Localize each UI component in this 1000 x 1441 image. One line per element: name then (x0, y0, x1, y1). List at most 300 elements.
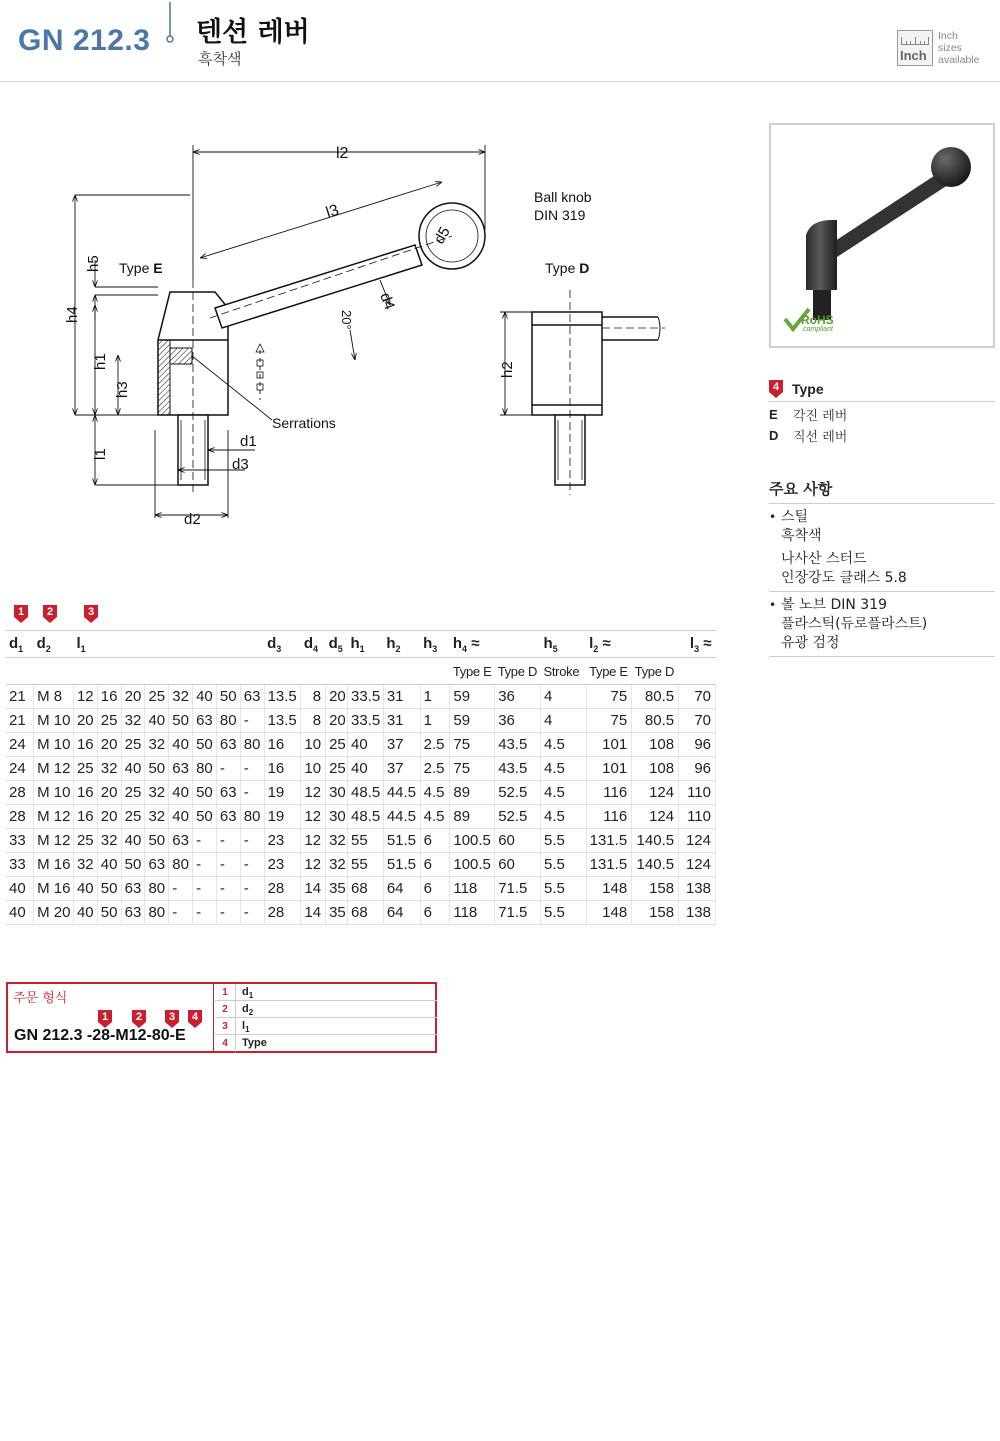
col-header: $h_3$ (420, 631, 450, 658)
table-cell: - (240, 781, 264, 805)
table-cell: 32 (97, 829, 121, 853)
table-cell: 75 (586, 685, 632, 709)
table-cell: 6 (420, 901, 450, 925)
table-cell: 63 (169, 829, 193, 853)
dim-label-angle: 20° (339, 310, 354, 330)
table-cell: 50 (121, 853, 145, 877)
table-cell: 80 (145, 877, 169, 901)
table-cell: 21 (6, 709, 34, 733)
inch-box-label: Inch (900, 48, 927, 63)
subheader: Type E (586, 658, 632, 685)
table-cell: 28 (6, 805, 34, 829)
order-legend-row (215, 1018, 437, 1035)
table-cell: 124 (679, 853, 716, 877)
table-cell: 25 (121, 805, 145, 829)
table-cell: 13.5 (264, 709, 301, 733)
table-cell: 100.5 (450, 829, 495, 853)
table-cell: 25 (326, 733, 348, 757)
table-cell: 158 (632, 901, 679, 925)
order-row-label: $l_1$ (235, 1018, 250, 1035)
dim-label-d3: d3 (232, 456, 249, 473)
table-cell: - (216, 853, 240, 877)
feature-line: 흑착색 (781, 528, 822, 544)
feature-item (769, 504, 995, 592)
rohs-sub-label: compliant (803, 326, 833, 333)
badge-number: 4 (772, 380, 780, 393)
table-cell: 30 (326, 805, 348, 829)
table-cell: - (193, 829, 217, 853)
dim-label-d4: d4 (376, 290, 398, 313)
table-cell: 124 (679, 829, 716, 853)
table-cell: 12 (301, 805, 326, 829)
table-cell: 50 (97, 901, 121, 925)
table-cell: 20 (97, 733, 121, 757)
feature-line: 인장강도 클래스 5.8 (781, 570, 907, 586)
table-cell: 36 (495, 709, 541, 733)
table-cell: 138 (679, 901, 716, 925)
table-cell: 40 (121, 757, 145, 781)
serrations-label: Serrations (272, 415, 336, 431)
table-cell: 2.5 (420, 733, 450, 757)
order-example (8, 984, 214, 1051)
table-cell: - (240, 877, 264, 901)
order-legend-row (215, 1035, 437, 1052)
table-cell: 75 (450, 757, 495, 781)
table-cell: - (193, 853, 217, 877)
table-cell: 33 (6, 853, 34, 877)
table-cell: 28 (6, 781, 34, 805)
table-cell: 148 (586, 901, 632, 925)
table-cell: 48.5 (347, 781, 383, 805)
subheader: Type D (632, 658, 679, 685)
table-row (6, 757, 716, 781)
badge-number: 4 (191, 1011, 199, 1023)
badge-number: 2 (135, 1011, 143, 1023)
order-format-box (6, 982, 437, 1053)
table-cell: 5.5 (541, 877, 587, 901)
table-cell: 4 (541, 685, 587, 709)
ball-knob-din-label: DIN 319 (534, 207, 586, 223)
table-cell: 20 (326, 685, 348, 709)
table-cell: 16 (73, 805, 97, 829)
table-body (6, 685, 716, 925)
table-cell: 4.5 (420, 781, 450, 805)
inch-text-line: Inch (938, 30, 958, 42)
table-cell: 32 (145, 805, 169, 829)
subheader: Type D (495, 658, 541, 685)
table-cell: 40 (347, 733, 383, 757)
table-cell: M 12 (34, 829, 74, 853)
table-cell: - (240, 901, 264, 925)
table-cell: 14 (301, 901, 326, 925)
table-cell: 33.5 (347, 685, 383, 709)
feature-line: • 스틸 (769, 508, 995, 527)
table-cell: 80 (169, 853, 193, 877)
table-cell: 68 (347, 901, 383, 925)
rohs-label: RoHS (801, 313, 834, 327)
table-cell: 63 (216, 781, 240, 805)
table-cell: 44.5 (383, 805, 420, 829)
table-cell: - (169, 877, 193, 901)
col-header: $l_1$ (73, 631, 264, 658)
table-cell: 32 (326, 853, 348, 877)
table-row (6, 853, 716, 877)
table-cell: 50 (169, 709, 193, 733)
table-cell: 19 (264, 805, 301, 829)
table-cell: 71.5 (495, 877, 541, 901)
feature-line: 나사산 스터드 (781, 551, 867, 567)
table-cell: 32 (73, 853, 97, 877)
feature-line: 플라스틱(듀로플라스트) (781, 616, 928, 632)
badge-4-icon (188, 1010, 202, 1028)
table-cell: 80 (240, 805, 264, 829)
inch-ruler-icon (897, 30, 933, 66)
table-cell: - (216, 901, 240, 925)
rohs-icon (783, 305, 843, 335)
table-row (6, 829, 716, 853)
table-cell: M 10 (34, 709, 74, 733)
table-cell: 63 (240, 685, 264, 709)
table-cell: 52.5 (495, 805, 541, 829)
table-cell: 36 (495, 685, 541, 709)
table-cell: 64 (383, 877, 420, 901)
table-cell: 4 (541, 709, 587, 733)
table-cell: 148 (586, 877, 632, 901)
table-cell: 70 (679, 685, 716, 709)
table-cell: - (240, 757, 264, 781)
table-cell: 140.5 (632, 829, 679, 853)
order-title: 주문 형식 (13, 991, 68, 1006)
table-cell: 6 (420, 877, 450, 901)
table-cell: - (193, 901, 217, 925)
table-cell: 10 (301, 733, 326, 757)
table-column-badges (14, 605, 134, 625)
col-header: $h_1$ (347, 631, 383, 658)
table-cell: 32 (121, 709, 145, 733)
table-cell: 89 (450, 781, 495, 805)
product-code: GN 212.3 (18, 24, 151, 57)
table-cell: M 16 (34, 877, 74, 901)
type-value: 각진 레버 (793, 409, 848, 424)
right-panel (769, 378, 995, 657)
type-legend-header (769, 378, 995, 402)
order-row-index: 1 (222, 986, 228, 998)
order-code-example: GN 212.3 -28-M12-80-E (14, 1027, 186, 1044)
table-cell: 110 (679, 781, 716, 805)
table-cell: - (216, 757, 240, 781)
type-e-label: Type E (119, 260, 163, 276)
col-header: $l_3$ ≈ (679, 631, 716, 658)
table-cell: 8 (301, 709, 326, 733)
table-cell: 63 (216, 733, 240, 757)
table-cell: - (193, 877, 217, 901)
table-cell: 51.5 (383, 829, 420, 853)
table-cell: M 12 (34, 757, 74, 781)
table-cell: 32 (145, 781, 169, 805)
table-cell: - (216, 829, 240, 853)
subheader: Type E (450, 658, 495, 685)
table-cell: 100.5 (450, 853, 495, 877)
table-cell: 80.5 (632, 685, 679, 709)
type-legend-item (769, 425, 995, 446)
table-cell: 25 (145, 685, 169, 709)
table-cell: 80 (145, 901, 169, 925)
badge-4-icon (769, 380, 783, 398)
table-cell: - (169, 901, 193, 925)
dim-label-h2: h2 (499, 361, 516, 378)
table-cell: 16 (264, 733, 301, 757)
badge-1-icon (14, 605, 28, 623)
table-subheader-row (6, 658, 716, 685)
table-cell: 43.5 (495, 757, 541, 781)
table-cell: - (240, 709, 264, 733)
dim-label-d2: d2 (184, 511, 201, 528)
table-cell: 2.5 (420, 757, 450, 781)
table-cell: 12 (301, 853, 326, 877)
table-cell: - (216, 877, 240, 901)
table-header-row (6, 631, 716, 658)
feature-line: • 볼 노브 DIN 319 (769, 596, 995, 615)
type-d-label: Type D (545, 260, 590, 276)
table-row (6, 733, 716, 757)
technical-drawing (50, 130, 690, 540)
order-legend (215, 984, 437, 1052)
table-cell: 25 (73, 829, 97, 853)
table-cell: 101 (586, 733, 632, 757)
type-key: E (769, 407, 778, 422)
badge-number: 2 (46, 606, 54, 618)
table-cell: 80 (240, 733, 264, 757)
table-row (6, 685, 716, 709)
table-cell: 80.5 (632, 709, 679, 733)
table-cell: 63 (216, 805, 240, 829)
table-cell: 35 (326, 901, 348, 925)
table-cell: 16 (73, 733, 97, 757)
table-cell: 14 (301, 877, 326, 901)
table-cell: 20 (73, 709, 97, 733)
table-cell: M 16 (34, 853, 74, 877)
table-cell: 40 (121, 829, 145, 853)
table-cell: 131.5 (586, 829, 632, 853)
table-cell: 40 (193, 685, 217, 709)
table-cell: 44.5 (383, 781, 420, 805)
col-header: $h_5$ (541, 631, 587, 658)
col-header: $d_4$ (301, 631, 326, 658)
table-cell: 28 (264, 901, 301, 925)
table-cell: 40 (169, 805, 193, 829)
order-row-label: $d_1$ (235, 984, 253, 1001)
dim-label-l1: l1 (92, 448, 109, 460)
page-subtitle: 흑착색 (198, 50, 242, 68)
order-row-label: Type (235, 1035, 267, 1052)
table-cell: M 8 (34, 685, 74, 709)
table-cell: - (240, 829, 264, 853)
badge-2-icon (43, 605, 57, 623)
table-cell: 64 (383, 901, 420, 925)
table-cell: 13.5 (264, 685, 301, 709)
inch-text-line: available (938, 54, 980, 66)
subheader: Stroke (541, 658, 587, 685)
table-cell: 24 (6, 757, 34, 781)
table-cell: 10 (301, 757, 326, 781)
table-cell: 32 (145, 733, 169, 757)
type-legend-item (769, 404, 995, 425)
page-title: 텐션 레버 (196, 17, 310, 48)
table-cell: 16 (97, 685, 121, 709)
table-row (6, 877, 716, 901)
table-cell: 6 (420, 853, 450, 877)
table-cell: 5.5 (541, 901, 587, 925)
table-cell: 52.5 (495, 781, 541, 805)
table-cell: 31 (383, 685, 420, 709)
table-cell: 20 (97, 805, 121, 829)
table-cell: 59 (450, 709, 495, 733)
table-cell: M 12 (34, 805, 74, 829)
table-cell: 4.5 (541, 757, 587, 781)
table-cell: 50 (193, 781, 217, 805)
table-cell: 55 (347, 829, 383, 853)
table-cell: 63 (169, 757, 193, 781)
order-row-index: 3 (222, 1020, 228, 1032)
table-cell: 50 (193, 805, 217, 829)
table-cell: 16 (264, 757, 301, 781)
table-cell: 50 (145, 757, 169, 781)
table-cell: 25 (73, 757, 97, 781)
features-title: 주요 사항 (769, 478, 995, 504)
table-cell: 43.5 (495, 733, 541, 757)
col-header: $d_1$ (6, 631, 34, 658)
order-row-index: 4 (222, 1038, 228, 1049)
table-row (6, 709, 716, 733)
table-cell: 96 (679, 757, 716, 781)
table-cell: 138 (679, 877, 716, 901)
table-cell: 20 (121, 685, 145, 709)
table-cell: 50 (145, 829, 169, 853)
dim-label-d1: d1 (240, 433, 257, 450)
inch-text-line: sizes (938, 42, 962, 54)
table-cell: 4.5 (541, 805, 587, 829)
table-cell: 4.5 (420, 805, 450, 829)
table-cell: 71.5 (495, 901, 541, 925)
table-cell: 75 (586, 709, 632, 733)
table-cell: 140.5 (632, 853, 679, 877)
dim-label-h3: h3 (114, 381, 131, 398)
table-cell: 12 (73, 685, 97, 709)
type-value: 직선 레버 (793, 430, 848, 445)
table-cell: 108 (632, 757, 679, 781)
table-cell: 40 (6, 901, 34, 925)
table-cell: 124 (632, 805, 679, 829)
table-cell: 12 (301, 829, 326, 853)
table-cell: 59 (450, 685, 495, 709)
table-cell: 1 (420, 685, 450, 709)
table-row (6, 781, 716, 805)
badge-number: 1 (101, 1011, 109, 1023)
order-badges (8, 1010, 214, 1028)
col-header: $d_3$ (264, 631, 301, 658)
table-cell: 131.5 (586, 853, 632, 877)
table-cell: 32 (326, 829, 348, 853)
table-cell: 75 (450, 733, 495, 757)
dim-label-h4: h4 (64, 306, 81, 323)
table-cell: 108 (632, 733, 679, 757)
badge-3-icon (165, 1010, 179, 1028)
table-cell: 116 (586, 805, 632, 829)
table-cell: 4.5 (541, 781, 587, 805)
header-pin-icon (166, 2, 174, 44)
table-cell: 1 (420, 709, 450, 733)
type-key: D (769, 428, 779, 443)
table-cell: M 10 (34, 733, 74, 757)
dim-label-d5: d5 (430, 224, 454, 247)
table-cell: 48.5 (347, 805, 383, 829)
table-cell: 33.5 (347, 709, 383, 733)
table-cell: 50 (193, 733, 217, 757)
table-cell: 158 (632, 877, 679, 901)
col-header: $d_2$ (34, 631, 74, 658)
table-cell: 4.5 (541, 733, 587, 757)
table-cell: 20 (326, 709, 348, 733)
dim-label-h1: h1 (92, 353, 109, 370)
order-legend-row (215, 984, 437, 1001)
table-cell: 96 (679, 733, 716, 757)
feature-line: 유광 검정 (781, 635, 840, 651)
table-cell: 8 (301, 685, 326, 709)
table-cell: 20 (97, 781, 121, 805)
table-cell: 80 (193, 757, 217, 781)
table-cell: 12 (301, 781, 326, 805)
table-row (6, 805, 716, 829)
page-header (0, 0, 1000, 82)
badge-number: 3 (168, 1011, 176, 1023)
table-cell: 19 (264, 781, 301, 805)
badge-1-icon (98, 1010, 112, 1028)
table-cell: 24 (6, 733, 34, 757)
type-legend-title: Type (792, 380, 824, 397)
table-cell: 21 (6, 685, 34, 709)
table-cell: 30 (326, 781, 348, 805)
badge-3-icon (84, 605, 98, 623)
table-cell: - (240, 853, 264, 877)
table-cell: 116 (586, 781, 632, 805)
table-cell: 40 (169, 781, 193, 805)
col-header: $h_4$ ≈ (450, 631, 541, 658)
table-cell: 5.5 (541, 853, 587, 877)
table-cell: 60 (495, 829, 541, 853)
table-cell: 31 (383, 709, 420, 733)
table-cell: 63 (145, 853, 169, 877)
table-cell: 37 (383, 757, 420, 781)
table-cell: 68 (347, 877, 383, 901)
col-header: $d_5$ (326, 631, 348, 658)
table-cell: 110 (679, 805, 716, 829)
table-cell: 25 (121, 733, 145, 757)
table-cell: 40 (347, 757, 383, 781)
col-header: $h_2$ (383, 631, 420, 658)
badge-number: 3 (87, 606, 95, 618)
table-cell: 60 (495, 853, 541, 877)
order-row-index: 2 (222, 1003, 228, 1015)
table-cell: 37 (383, 733, 420, 757)
table-cell: 16 (73, 781, 97, 805)
table-cell: 32 (169, 685, 193, 709)
table-cell: M 10 (34, 781, 74, 805)
table-cell: 40 (73, 877, 97, 901)
table-cell: 40 (169, 733, 193, 757)
table-cell: 35 (326, 877, 348, 901)
table-cell: 50 (216, 685, 240, 709)
table-cell: 25 (97, 709, 121, 733)
